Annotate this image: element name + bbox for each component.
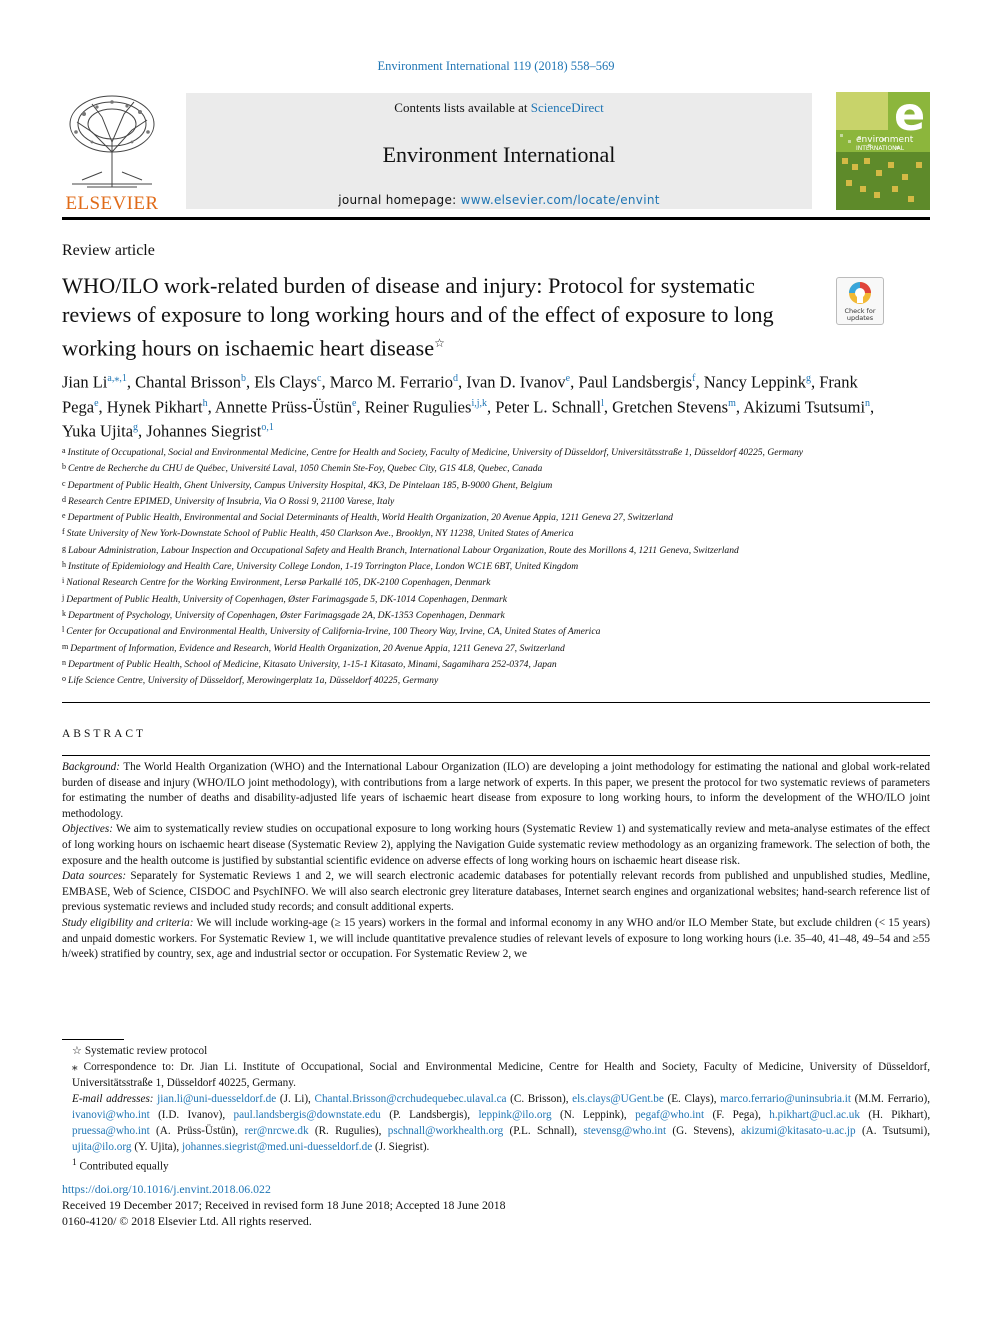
author-separator: , <box>138 421 147 441</box>
affiliation-item <box>62 542 942 558</box>
affiliation-item <box>62 574 942 590</box>
email-link[interactable]: paul.landsbergis@downstate.edu <box>233 1109 381 1121</box>
email-owner: (Y. Ujita) <box>134 1141 177 1153</box>
affiliation-item <box>62 623 942 639</box>
author-name[interactable]: Frank Pega <box>62 372 858 416</box>
affiliation-mark: c <box>62 478 66 488</box>
background-label: Background: <box>62 761 120 773</box>
affiliation-text: Department of Public Health, Environmental and Social Determinants of Health, World Health Organization, 20 Avenue Appia, 1211 Geneva 27, Switzerland <box>67 512 673 524</box>
email-link[interactable]: rer@nrcwe.dk <box>244 1125 309 1137</box>
contents-prefix: Contents lists available at <box>394 100 531 115</box>
crossmark-label-line-2: updates <box>846 314 874 322</box>
author-separator: , <box>457 372 467 392</box>
affiliation-item <box>62 525 942 541</box>
email-owner: (M.M. Ferrario) <box>854 1093 928 1105</box>
affiliation-text: Department of Information, Evidence and Research, World Health Organization, 20 Avenue Appia, 1211 Geneva 27, Switzerland <box>70 642 565 654</box>
author-name[interactable]: Peter L. Schnall <box>495 397 602 416</box>
author-name[interactable]: Reiner Rugulies <box>364 397 472 416</box>
affiliation-mark: a <box>62 446 66 455</box>
affiliation-mark: i <box>62 576 65 586</box>
affiliation-mark: h <box>62 560 66 570</box>
email-owner: (C. Brisson) <box>510 1093 566 1105</box>
received-dates: Received 19 December 2017; Received in revised form 18 June 2018; Accepted 18 June 2018 <box>62 1198 506 1212</box>
abstract-objectives <box>62 822 930 869</box>
email-owner: (A. Tsutsumi) <box>861 1125 928 1137</box>
affiliation-mark: b <box>62 462 66 472</box>
affiliation-mark: e <box>62 511 66 521</box>
author-separator: , <box>126 372 136 392</box>
article-title-text: WHO/ILO work-related burden of disease and injury: Protocol for systematic reviews of exposure to long working hours and of the effect of exposure to long working hours on ischaemic heart disease <box>62 273 774 361</box>
affiliation-text: Center for Occupational and Environmental Health, University of California-Irvine, 100 Theory Way, Irvine, CA, United States of America <box>66 626 601 638</box>
affiliation-item <box>62 509 942 525</box>
author-separator: , <box>321 372 330 392</box>
abstract-body <box>62 760 930 963</box>
contents-line <box>186 100 812 116</box>
abstract-data-sources <box>62 869 930 916</box>
author-name[interactable]: Yuka Ujita <box>62 421 134 441</box>
homepage-prefix: journal homepage: <box>338 193 461 207</box>
article-meta <box>62 1181 930 1229</box>
author-separator: , <box>695 372 704 392</box>
author-separator: , <box>207 397 215 416</box>
affiliation-mark: m <box>62 641 69 651</box>
email-link[interactable]: els.clays@UGent.be <box>572 1093 664 1105</box>
affiliation-mark: g <box>62 543 66 553</box>
email-owner: (J. Siegrist). <box>374 1141 430 1153</box>
footnote-emails <box>62 1091 930 1155</box>
journal-cover-image[interactable] <box>836 92 930 210</box>
author-name[interactable]: Annette Prüss-Üstün <box>214 397 352 416</box>
affiliation-mark: k <box>62 608 66 618</box>
email-link[interactable]: pruessa@who.int <box>72 1125 150 1137</box>
affiliation-item <box>62 607 942 623</box>
background-text: The World Health Organization (WHO) and the International Labour Organization (ILO) are developing a joint methodology for estimating the national and global work-related burden of disease and injury (WHO/ILO joint methodology), with contributions from a large network of experts. In this paper, we present the protocol for two systematic reviews of parameters for estimating the number of deaths and disability-adjusted life years of ischaemic heart disease from exposure to long working hours, to inform the development of the WHO/ILO joint methodology. <box>62 761 930 820</box>
author-separator: , <box>735 397 744 416</box>
cover-letter: e <box>894 92 926 141</box>
author-name[interactable]: Nancy Leppink <box>703 372 806 392</box>
header-rule <box>62 217 930 220</box>
affiliation-item <box>62 477 942 493</box>
author-list <box>62 368 902 442</box>
abstract-heading-rule <box>62 755 930 756</box>
author-name[interactable]: Hynek Pikhart <box>106 397 203 416</box>
author-affiliation-mark[interactable]: n <box>865 397 871 409</box>
email-link[interactable]: ivanovi@who.int <box>72 1109 150 1121</box>
email-link[interactable]: stevensg@who.int <box>583 1125 667 1137</box>
affiliation-mark: d <box>62 494 66 504</box>
affiliation-mark: o <box>62 674 66 684</box>
author-separator: , <box>570 372 579 392</box>
author-separator: , <box>487 397 496 416</box>
affiliation-text: Department of Public Health, University of Copenhagen, Øster Farimagsgade 5, DK-1014 Copenhagen, Denmark <box>66 593 507 605</box>
journal-name: Environment International <box>382 142 616 167</box>
title-footnote-mark[interactable]: ☆ <box>434 336 445 350</box>
footnote-star-mark: ☆ <box>72 1045 83 1057</box>
email-link[interactable]: pschnall@workhealth.org <box>387 1125 504 1137</box>
author-name[interactable]: Marco M. Ferrario <box>329 372 453 392</box>
email-owner: (E. Clays) <box>667 1093 714 1105</box>
footnote-protocol <box>62 1043 930 1059</box>
author-affiliation-mark[interactable]: e <box>94 397 99 409</box>
email-link[interactable]: pegaf@who.int <box>635 1109 705 1121</box>
article-title <box>62 271 822 362</box>
email-owner: (P. Landsbergis) <box>389 1109 468 1121</box>
email-owner: (G. Stevens) <box>672 1125 732 1137</box>
author-separator: , <box>810 372 820 392</box>
affiliation-text: Department of Public Health, School of Medicine, Kitasato University, 1-15-1 Kitasato, Minami, Sagamihara 252-0374, Japan <box>68 658 557 670</box>
email-owner: (R. Rugulies) <box>314 1125 379 1137</box>
sciencedirect-link[interactable]: ScienceDirect <box>530 100 604 115</box>
affiliation-text: Centre de Recherche du CHU de Québec, Université Laval, 1050 Chemin Ste-Foy, Quebec City, G1S 4L8, Quebec, Canada <box>68 463 543 475</box>
affiliation-text: Research Centre EPIMED, University of Insubria, Via O Rossi 9, 21100 Varese, Italy <box>68 495 395 507</box>
article-type: Review article <box>62 242 155 259</box>
affiliation-text: State University of New York-Downstate School of Public Health, 450 Clarkson Ave., Brooklyn, NY 11238, United States of America <box>66 528 574 540</box>
objectives-text: We aim to systematically review studies on occupational exposure to long working hours (Systematic Review 1) and systematically review and meta-analyse estimates of the effect of long working hours on ischaemic heart disease (Systematic Review 2), applying the Navigation Guide systematic review methodology as an organizing framework. The selection of both, the exposure and the health outcome is justified by substantial scientific evidence on adverse effects of long working hours on ischaemic heart disease risk. <box>62 823 930 867</box>
doi-link[interactable]: https://doi.org/10.1016/j.envint.2018.06.022 <box>62 1182 271 1196</box>
affiliation-mark: f <box>62 527 65 537</box>
email-owner: (A. Prüss-Üstün) <box>156 1125 236 1137</box>
check-for-updates-badge[interactable] <box>836 277 884 325</box>
author-affiliation-mark[interactable]: h <box>202 397 208 409</box>
footnote-correspondence <box>62 1059 930 1091</box>
author-affiliation-mark[interactable]: c <box>317 373 322 384</box>
author-name[interactable]: Paul Landsbergis <box>578 372 693 392</box>
author-affiliation-mark[interactable]: i,j,k <box>471 397 487 409</box>
affiliation-text: Life Science Centre, University of Düsseldorf, Merowingerplatz 1a, Düsseldorf 40225, Germany <box>68 675 439 687</box>
affiliation-mark: j <box>62 592 65 602</box>
author-name[interactable]: Akizumi Tsutsumi <box>743 397 866 416</box>
abstract-eligibility <box>62 916 930 963</box>
affiliation-mark: l <box>62 625 65 635</box>
cover-title: environment <box>856 135 914 145</box>
author-affiliation-mark[interactable]: d <box>452 373 458 384</box>
email-link[interactable]: h.pikhart@ucl.ac.uk <box>769 1109 860 1121</box>
email-owner: (F. Pega) <box>712 1109 759 1121</box>
affiliation-item <box>62 493 942 509</box>
author-affiliation-mark[interactable]: g <box>133 422 139 433</box>
affiliation-text: Institute of Epidemiology and Health Care, University College London, 1-19 Torrington Place, London WC1E 6BT, United Kingdom <box>68 561 579 573</box>
author-separator: , <box>245 372 255 392</box>
copyright: 0160-4120/ © 2018 Elsevier Ltd. All rights reserved. <box>62 1214 312 1228</box>
author-affiliation-mark[interactable]: a,⁎,1 <box>107 373 127 384</box>
email-owner: (N. Leppink) <box>559 1109 624 1121</box>
author-name[interactable]: Chantal Brisson <box>135 372 241 392</box>
cover-subtitle: INTERNATIONAL <box>856 145 905 152</box>
footnotes <box>62 1043 930 1175</box>
journal-citation[interactable]: Environment International 119 (2018) 558–569 <box>377 59 615 73</box>
affiliation-item <box>62 460 942 476</box>
affiliation-text: Department of Psychology, University of Copenhagen, Øster Farimagsgade 2A, DK-1353 Copenhagen, Denmark <box>68 609 505 621</box>
data-sources-label: Data sources: <box>62 870 127 883</box>
email-owner: (J. Li) <box>279 1093 309 1105</box>
author-affiliation-mark[interactable]: f <box>692 373 696 384</box>
objectives-label: Objectives: <box>62 823 113 836</box>
author-affiliation-mark[interactable]: e <box>565 373 571 384</box>
author-affiliation-mark[interactable]: b <box>240 373 246 384</box>
affiliation-item <box>62 672 942 688</box>
abstract-heading: ABSTRACT <box>62 728 147 740</box>
footnote-equal <box>62 1155 930 1175</box>
affiliation-item <box>62 656 942 672</box>
author-name[interactable]: Johannes Siegrist <box>146 421 262 441</box>
affiliation-item <box>62 591 942 607</box>
email-link[interactable]: jian.li@uni-duesseldorf.de <box>157 1093 277 1105</box>
affiliation-text: Labour Administration, Labour Inspection and Occupational Safety and Health Branch, International Labour Organization, Route des Morillons 4, 1211 Geneva, Switzerland <box>68 544 739 556</box>
crossmark-icon <box>837 278 883 308</box>
email-owner: (P.L. Schnall) <box>509 1125 575 1137</box>
author-name[interactable]: Gretchen Stevens <box>612 397 729 416</box>
email-owner: (H. Pikhart) <box>868 1109 928 1121</box>
author-affiliation-mark[interactable]: l <box>601 397 604 409</box>
homepage-link[interactable]: www.elsevier.com/locate/envint <box>460 193 660 207</box>
author-separator: , <box>98 397 107 416</box>
email-link[interactable]: ujita@ilo.org <box>72 1141 132 1153</box>
email-link[interactable]: akizumi@kitasato-u.ac.jp <box>740 1125 856 1137</box>
author-name[interactable]: Els Clays <box>254 372 317 392</box>
data-sources-text: Separately for Systematic Reviews 1 and 2, we will search electronic academic databases for potentially relevant records from published and unpublished studies, Medline, EMBASE, Web of Science, CISDOC and PsychINFO. We will also search electronic grey literature databases, Internet search engines and organizational websites; hand-search reference list of previous systematic reviews and included study records; and consult additional experts. <box>62 870 930 914</box>
elsevier-wordmark: ELSEVIER <box>65 193 159 214</box>
email-link[interactable]: marco.ferrario@uninsubria.it <box>720 1093 851 1105</box>
affiliation-mark: n <box>62 657 66 667</box>
author-name[interactable]: Ivan D. Ivanov <box>466 372 566 392</box>
author-affiliation-mark[interactable]: m <box>728 397 736 409</box>
footnote-corr-text: Correspondence to: Dr. Jian Li. Institute of Occupational, Social and Environmental Medicine, Centre for Health and Society, Faculty of Medicine, University of Düsseldorf, Universitätsstraße 1, Düsseldorf 40225, Germany. <box>72 1061 930 1089</box>
email-link[interactable]: Chantal.Brisson@crchudequebec.ulaval.ca <box>314 1093 507 1105</box>
abstract-background <box>62 760 930 822</box>
email-label: E-mail addresses: <box>72 1093 154 1105</box>
eligibility-label: Study eligibility and criteria: <box>62 916 194 929</box>
email-owner: (I.D. Ivanov) <box>158 1109 223 1121</box>
author-separator: , <box>356 397 365 416</box>
email-link[interactable]: leppink@ilo.org <box>478 1109 552 1121</box>
affiliation-list <box>62 444 942 688</box>
footnote-rule <box>62 1039 124 1040</box>
email-list: jian.li@uni-duesseldorf.de (J. Li), Chantal.Brisson@crchudequebec.ulaval.ca (C. Brisson), els.clays@UGent.be (E. Clays), marco.ferrario@uninsubria.it (M.M. Ferrario), ivanovi@who.int (I.D. Ivanov), paul.landsbergis@downstate.edu (P. Landsbergis), leppink@ilo.org (N. Leppink), pegaf@who.int (F. Pega), h.pikhart@ucl.ac.uk (H. Pikhart), pruessa@who.int (A. Prüss-Üstün), rer@nrcwe.dk (R. Rugulies), pschnall@workhealth.org (P.L. Schnall), stevensg@who.int (G. Stevens), akizumi@kitasato-u.ac.jp (A. Tsutsumi), ujita@ilo.org (Y. Ujita), johannes.siegrist@med.uni-duesseldorf.de (J. Siegrist). <box>72 1093 931 1153</box>
footnote-corr-mark: ⁎ <box>72 1061 78 1073</box>
author-affiliation-mark[interactable]: g <box>805 373 811 384</box>
author-name[interactable]: Jian Li <box>62 372 108 392</box>
affiliation-item <box>62 640 942 656</box>
footnote-equal-mark: 1 <box>72 1158 77 1168</box>
homepage-line <box>186 193 812 207</box>
author-separator: , <box>603 397 613 416</box>
affiliation-text: Department of Public Health, Ghent University, Campus University Hospital, 4K3, De Pintelaan 185, B-9000 Ghent, Belgium <box>67 479 553 491</box>
affiliation-text: Institute of Occupational, Social and Environmental Medicine, Centre for Health and Society, Faculty of Medicine, University of Düsseldorf, Universitätsstraße 1, Düsseldorf 40225, Germany <box>67 447 804 458</box>
crossmark-label-line-1: Check for <box>844 307 876 315</box>
affiliation-item <box>62 558 942 574</box>
eligibility-text: We will include working-age (≥ 15 years) workers in the formal and informal economy in any WHO and/or ILO Member State, but exclude children (< 15 years) and unpaid domestic workers. For Systematic Review 1, we will include quantitative prevalence studies of relevant levels of exposure to long working hours (i.e. 35–40, 41–48, 49–54 and ≥55 h/week) stratified by country, sex, age and industrial sector or occupation. For Systematic Review 2, we <box>62 916 930 961</box>
affiliation-item <box>62 444 942 460</box>
abstract-top-rule <box>62 702 930 703</box>
footnote-equal-text: Contributed equally <box>79 1160 169 1173</box>
author-affiliation-mark[interactable]: e <box>351 397 357 409</box>
author-affiliation-mark[interactable]: o,1 <box>261 422 274 433</box>
author-separator: , <box>870 397 875 416</box>
crossmark-label <box>837 308 883 322</box>
affiliation-text: National Research Centre for the Working Environment, Lersø Parkallé 105, DK-2100 Copenhagen, Denmark <box>66 577 491 589</box>
footnote-star-text: Systematic review protocol <box>84 1045 208 1057</box>
email-link[interactable]: johannes.siegrist@med.uni-duesseldorf.de <box>181 1141 373 1153</box>
